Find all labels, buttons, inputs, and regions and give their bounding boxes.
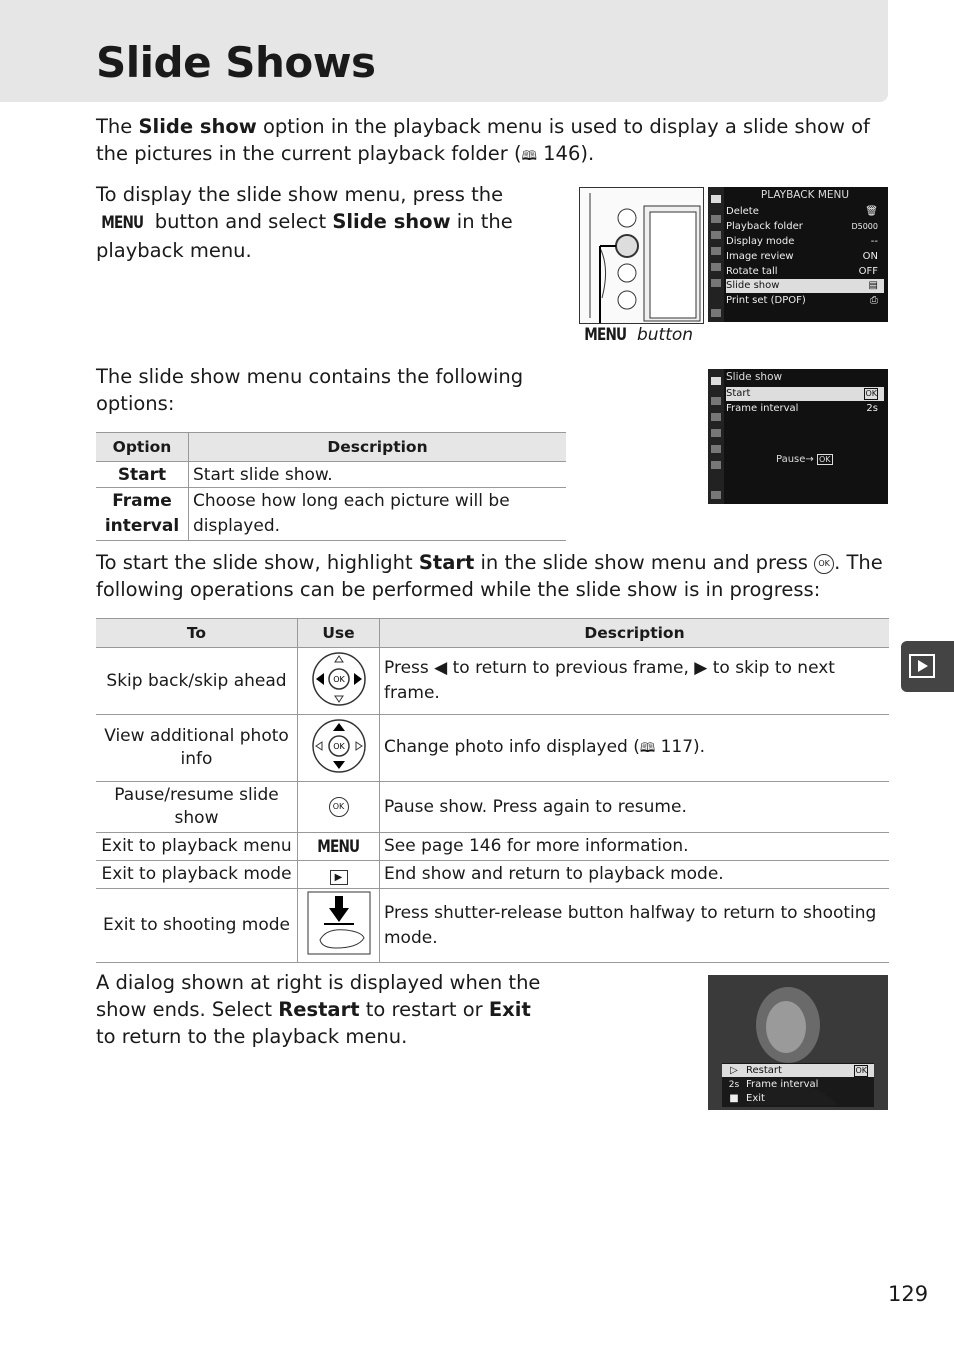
- menu-item-label: Playback folder: [726, 221, 803, 232]
- use-cell: [298, 782, 380, 833]
- caption-text: button: [636, 325, 694, 345]
- table-row: [96, 488, 566, 541]
- table-row: [96, 833, 889, 861]
- interval-icon: 2s: [728, 1080, 740, 1090]
- table-row: [96, 462, 566, 488]
- display-bold: Slide show: [332, 210, 451, 233]
- dialog-bold-restart: Restart: [278, 998, 360, 1021]
- to-cell: Exit to shooting mode: [96, 889, 298, 963]
- right-arrow-icon: ▶: [694, 658, 708, 678]
- menu-item-label: Exit: [746, 1093, 765, 1104]
- dialog-text-2: to restart or: [359, 998, 489, 1021]
- description-cell: [380, 715, 890, 782]
- book-icon: 🕮: [521, 149, 537, 164]
- menu-item-label: Rotate tall: [726, 266, 778, 277]
- shooting-tab-icon: [711, 397, 721, 405]
- playback-tab-icon: [711, 377, 721, 385]
- intro-ref: 146).: [536, 142, 595, 165]
- start-paragraph: [96, 549, 886, 603]
- column-header: Description: [189, 433, 567, 462]
- column-header: Option: [96, 433, 189, 462]
- menu-item[interactable]: [726, 205, 884, 219]
- stop-icon: ■: [729, 1093, 739, 1104]
- svg-text:OK: OK: [332, 674, 345, 684]
- menu-item-value: ▤: [868, 280, 878, 291]
- menu-item-selected[interactable]: [726, 387, 884, 401]
- display-text-3: in the playback menu.: [96, 210, 513, 262]
- playback-menu-screen: [708, 187, 888, 322]
- table-header-row: [96, 433, 566, 462]
- menu-item-value: 🗑: [865, 206, 878, 217]
- use-cell: [298, 715, 380, 782]
- table-row: [96, 648, 889, 715]
- pause-text: Pause→: [776, 454, 814, 465]
- menu-item-label: Display mode: [726, 236, 795, 247]
- description-cell: See page 146 for more information.: [380, 833, 890, 861]
- menu-item-value: ON: [862, 251, 878, 262]
- slideshow-header: Slide show: [726, 371, 783, 383]
- desc-text: Change photo info displayed (: [384, 737, 640, 757]
- menu-button-caption: [579, 325, 693, 345]
- option-cell: Frame interval: [96, 488, 189, 541]
- to-cell: Exit to playback menu: [96, 833, 298, 861]
- display-text: To display the slide show menu, press the: [96, 183, 504, 206]
- retouch-tab-icon: [711, 263, 721, 271]
- to-cell: Exit to playback mode: [96, 861, 298, 889]
- menu-item-value: OFF: [858, 266, 878, 277]
- start-text-2: in the slide show menu and press: [474, 551, 815, 574]
- dialog-text: A dialog shown at right is displayed when the show ends. Select: [96, 971, 541, 1021]
- end-dialog-menu: [722, 1063, 874, 1107]
- menu-button-icon: MENU: [101, 213, 144, 233]
- menu-item[interactable]: [726, 235, 884, 249]
- ok-button-icon: OK: [329, 797, 349, 817]
- menu-item-label: Restart: [746, 1065, 782, 1076]
- menu-item-selected[interactable]: [726, 279, 884, 293]
- custom-tab-icon: [711, 413, 721, 421]
- menu-item-label: Frame interval: [726, 403, 799, 414]
- menu-item-label: Frame interval: [746, 1079, 819, 1090]
- use-cell: [298, 833, 380, 861]
- description-cell: Start slide show.: [189, 462, 567, 488]
- retouch-tab-icon: [711, 445, 721, 453]
- to-cell: Skip back/skip ahead: [96, 648, 298, 715]
- to-cell: Pause/resume slide show: [96, 782, 298, 833]
- desc-ref: 117).: [655, 737, 706, 757]
- menu-item-value: 2s: [866, 403, 878, 414]
- intro-text: The: [96, 115, 139, 138]
- menu-button-icon: MENU: [317, 836, 360, 857]
- desc-text: to return to previous frame,: [447, 658, 695, 678]
- table-row: [96, 889, 889, 963]
- pause-hint: [776, 454, 833, 465]
- table-row: [96, 782, 889, 833]
- mymenu-tab-icon: [711, 461, 721, 469]
- menu-item-label: Delete: [726, 206, 759, 217]
- use-cell: [298, 648, 380, 715]
- menu-item[interactable]: [726, 250, 884, 264]
- menu-header: PLAYBACK MENU: [760, 189, 850, 201]
- playback-chapter-tab[interactable]: [901, 641, 954, 692]
- multi-selector-up-down-icon: [311, 718, 367, 774]
- description-cell: [380, 648, 890, 715]
- setup-tab-icon: [711, 247, 721, 255]
- column-header: Use: [298, 619, 380, 648]
- restart-item[interactable]: [722, 1064, 874, 1077]
- description-cell: Pause show. Press again to resume.: [380, 782, 890, 833]
- menu-item-value: --: [870, 236, 878, 247]
- camera-back-illustration: [579, 187, 704, 324]
- table-row: [96, 715, 889, 782]
- menu-item[interactable]: [726, 220, 884, 234]
- ok-icon: OK: [865, 389, 877, 398]
- description-cell: Press shutter-release button halfway to return to shooting mode.: [380, 889, 890, 963]
- start-bold: Start: [418, 551, 475, 574]
- menu-item-label: Image review: [726, 251, 794, 262]
- desc-text: to skip to next frame.: [384, 658, 835, 703]
- use-cell: [298, 889, 380, 963]
- help-icon: [711, 309, 721, 317]
- menu-sidebar: [708, 187, 724, 322]
- multi-selector-left-right-icon: [311, 651, 367, 707]
- menu-item[interactable]: [726, 402, 884, 416]
- setup-tab-icon: [711, 429, 721, 437]
- camera-back-drawing: [580, 188, 703, 323]
- help-icon: [711, 491, 721, 499]
- menu-item[interactable]: [726, 265, 884, 279]
- column-header: To: [96, 619, 298, 648]
- desc-text: Press: [384, 658, 435, 678]
- page-title: Slide Shows: [96, 38, 376, 87]
- description-cell: Choose how long each picture will be displayed.: [189, 488, 567, 541]
- menu-item-label: Slide show: [726, 280, 780, 291]
- operations-table: [96, 618, 889, 963]
- left-arrow-icon: ◀: [434, 658, 448, 678]
- playback-button-icon: ▶: [330, 870, 348, 885]
- slideshow-menu-screen: [708, 369, 888, 504]
- description-cell: End show and return to playback mode.: [380, 861, 890, 889]
- shooting-tab-icon: [711, 215, 721, 223]
- shutter-release-icon: [306, 890, 372, 956]
- intro-bold: Slide show: [138, 115, 257, 138]
- menu-item-label: Start: [726, 388, 751, 399]
- ok-button-icon: OK: [814, 554, 834, 574]
- dialog-text-3: to return to the playback menu.: [96, 1025, 408, 1048]
- menu-item[interactable]: [726, 294, 884, 308]
- display-paragraph: [96, 181, 546, 264]
- options-table: [96, 432, 566, 541]
- ok-icon: OK: [818, 455, 831, 464]
- menu-item-value: D5000: [851, 222, 878, 231]
- start-text-3: . The following operations can be performed while the slide show is in progress:: [96, 551, 883, 601]
- table-row: [96, 861, 889, 889]
- exit-item[interactable]: [722, 1092, 874, 1105]
- intro-text-2: option in the playback menu is used to display a slide show of the pictures in the current playback folder (: [96, 115, 870, 165]
- playback-tab-icon: [711, 195, 721, 203]
- start-text: To start the slide show, highlight: [96, 551, 419, 574]
- svg-text:OK: OK: [332, 741, 345, 751]
- table-header-row: [96, 619, 889, 648]
- ok-icon: OK: [855, 1066, 867, 1075]
- option-cell: Start: [96, 462, 189, 488]
- custom-tab-icon: [711, 231, 721, 239]
- frame-interval-item[interactable]: [722, 1078, 874, 1091]
- to-cell: View additional photo info: [96, 715, 298, 782]
- page-number: 129: [888, 1282, 929, 1306]
- dialog-bold-exit: Exit: [488, 998, 531, 1021]
- book-icon: 🕮: [639, 741, 656, 756]
- play-icon: ▷: [730, 1065, 738, 1076]
- playback-tab-icon: [901, 641, 954, 692]
- menu-item-label: Print set (DPOF): [726, 295, 806, 306]
- dialog-paragraph: [96, 969, 546, 1050]
- options-paragraph: The slide show menu contains the following options:: [96, 365, 524, 415]
- display-text-2: button and select: [148, 210, 333, 233]
- mymenu-tab-icon: [711, 279, 721, 287]
- menu-item-value: ⎙: [870, 295, 878, 306]
- use-cell: [298, 861, 380, 889]
- end-dialog-screen: [708, 975, 888, 1110]
- menu-glyph: MENU: [584, 325, 627, 345]
- column-header: Description: [380, 619, 890, 648]
- intro-paragraph: [96, 113, 886, 170]
- menu-sidebar: [708, 369, 724, 504]
